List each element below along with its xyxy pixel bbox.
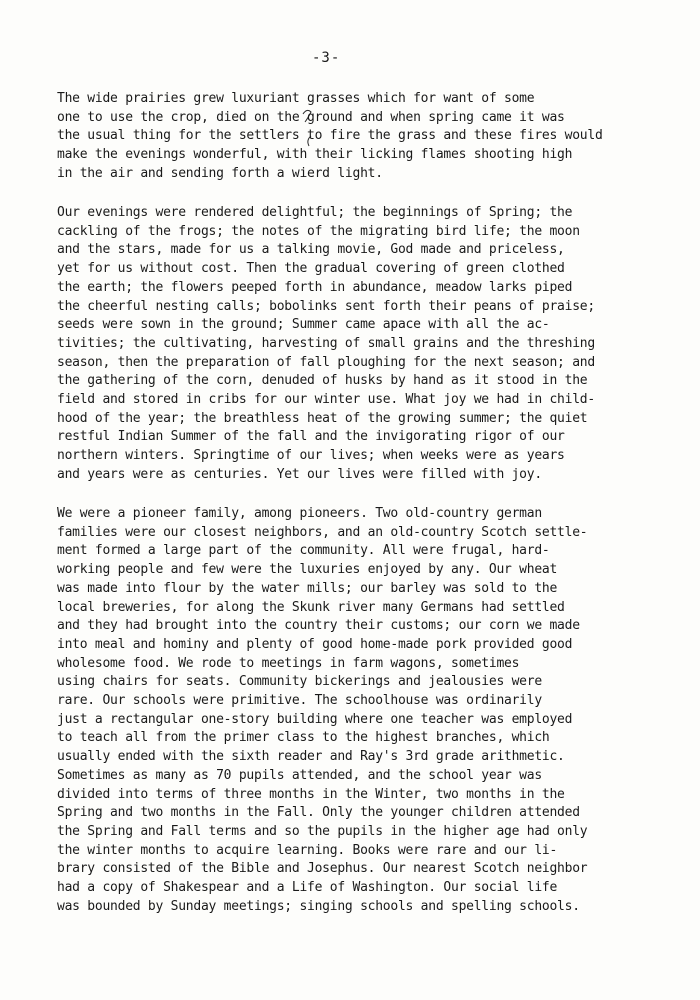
text-line: ment formed a large part of the community. All were frugal, hard- (57, 543, 550, 559)
text-line: field and stored in cribs for our winter use. What joy we had in child- (57, 392, 595, 408)
text-line: the earth; the flowers peeped forth in abundance, meadow larks piped (57, 279, 573, 295)
text-line: northern winters. Springtime of our lives; when weeks were as years (57, 448, 565, 464)
text-line: the cheerful nesting calls; bobolinks sent forth their peans of praise; (57, 298, 595, 314)
text-line: and the stars, made for us a talking movie, God made and priceless, (57, 242, 565, 258)
paragraph-2 (57, 204, 595, 485)
text-line: make the evenings wonderful, with their licking flames shooting high (57, 147, 573, 163)
paragraph-1 (57, 90, 603, 184)
page-number: -3- (312, 50, 341, 66)
text-line: the gathering of the corn, denuded of husks by hand as it stood in the (57, 373, 588, 389)
text-line: season, then the preparation of fall ploughing for the next season; and (57, 354, 595, 370)
text-line: families were our closest neighbors, and an old-country Scotch settle- (57, 524, 588, 540)
text-line: and years were as centuries. Yet our lives were filled with joy. (57, 466, 542, 482)
text-line: Sometimes as many as 70 pupils attended, and the school year was (57, 767, 542, 783)
text-line: hood of the year; the breathless heat of the growing summer; the quiet (57, 410, 588, 426)
text-line: usually ended with the sixth reader and Ray's 3rd grade arithmetic. (57, 749, 565, 765)
text-line: the Spring and Fall terms and so the pupils in the higher age had only (57, 823, 588, 839)
text-line: just a rectangular one-story building where one teacher was employed (57, 711, 573, 727)
text-line: brary consisted of the Bible and Josephus. Our nearest Scotch neighbor (57, 861, 588, 877)
text-line: one to use the crop, died on the ground and when spring came it was (57, 109, 565, 125)
text-line: We were a pioneer family, among pioneers. Two old-country german (57, 506, 542, 521)
text-line: local breweries, for along the Skunk river many Germans had settled (57, 599, 565, 615)
text-line: cackling of the frogs; the notes of the migrating bird life; the moon (57, 223, 580, 239)
text-line: Spring and two months in the Fall. Only the younger children attended (57, 805, 580, 821)
text-line: the winter months to acquire learning. Books were rare and our li- (57, 842, 558, 858)
text-line: restful Indian Summer of the fall and the invigorating rigor of our (57, 429, 565, 445)
text-line: wholesome food. We rode to meetings in farm wagons, sometimes (57, 655, 520, 671)
text-line: working people and few were the luxuries enjoyed by any. Our wheat (57, 562, 558, 578)
text-line: was bounded by Sunday meetings; singing schools and spelling schools. (57, 898, 580, 914)
text-line: yet for us without cost. Then the gradual covering of green clothed (57, 261, 565, 277)
text-line: rare. Our schools were primitive. The schoolhouse was ordinarily (57, 693, 542, 709)
text-line: to teach all from the primer class to the highest branches, which (57, 730, 550, 746)
text-line: and they had brought into the country their customs; our corn we made (57, 618, 580, 634)
paragraph-3 (57, 505, 587, 916)
text-line: The wide prairies grew luxuriant grasses which for want of some (57, 91, 535, 106)
text-line: Our evenings were rendered delightful; the beginnings of Spring; the (57, 205, 573, 220)
text-line: into meal and hominy and plenty of good home-made pork provided good (57, 636, 573, 652)
text-line: seeds were sown in the ground; Summer came apace with all the ac- (57, 317, 550, 333)
text-line: in the air and sending forth a wierd light. (57, 165, 383, 181)
text-line: had a copy of Shakespear and a Life of Washington. Our social life (57, 880, 558, 896)
text-line: tivities; the cultivating, harvesting of small grains and the threshing (57, 335, 595, 351)
text-line: divided into terms of three months in the Winter, two months in the (57, 786, 565, 802)
text-line: the usual thing for the settlers to fire the grass and these fires would (57, 128, 603, 144)
text-line: was made into flour by the water mills; our barley was sold to the (57, 580, 558, 596)
text-line: using chairs for seats. Community bickerings and jealousies were (57, 674, 542, 690)
